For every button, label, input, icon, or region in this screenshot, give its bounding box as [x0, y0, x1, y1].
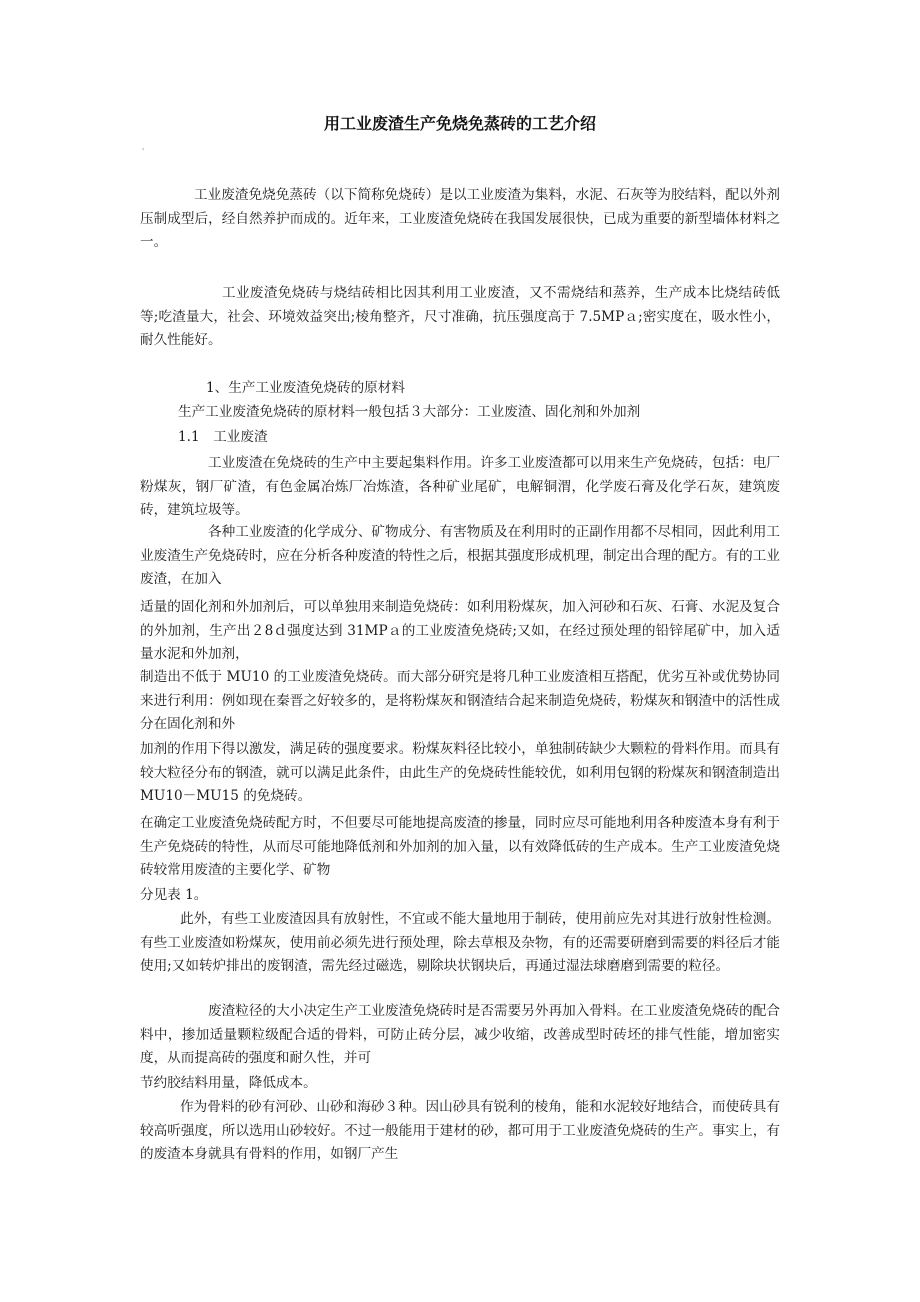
paragraph-intro: 工业废渣免烧免蒸砖（以下简称免烧砖）是以工业废渣为集料，水泥、石灰等为胶结料，配以外剂压制成型后，经自然养护而成的。近年来，工业废渣免烧砖在我国发展很快，已成为重要的新型墙体材料之一。 — [140, 187, 780, 250]
paragraph-particle-size: 废渣粒径的大小决定生产工业废渣免烧砖时是否需要另外再加入骨料。在工业废渣免烧砖的配合料中，掺加适量颗粒级配合适的骨料，可防止砖分层，减少收缩，改善成型时砖坯的排气性能，增加密实度，从而提高砖的强度和耐久性，并可 — [140, 1003, 780, 1066]
section-summary: 生产工业废渣免烧砖的原材料一般包括３大部分：工业废渣、固化剂和外加剂 — [178, 404, 641, 420]
paragraph-waste-role: 工业废渣在免烧砖的生产中主要起集料作用。许多工业废渣都可以用来生产免烧砖，包括：电厂粉煤灰，钢厂矿渣，有色金属冶炼厂冶炼渣，各种矿业尾矿，电解铜渭，化学废石膏及化学石灰，建筑废砖，建筑垃圾等。 — [140, 455, 780, 518]
section-heading-1-1: 1.1 工业废渣 — [178, 429, 268, 445]
paragraph-cost: 节约胶结料用量，降低成本。 — [140, 1075, 317, 1091]
paragraph-composition: 各种工业废渣的化学成分、矿物成分、有害物质及在利用时的正副作用都不尽相同，因此利用工业废渣生产免烧砖时，应在分析各种废渣的特性之后，根据其强度形成机理，制定出合理的配方。有的工业废渣，在加入 — [140, 524, 780, 587]
section-heading-1: 1、生产工业废渣免烧砖的原材料 — [206, 380, 405, 396]
paragraph-combination: 制造出不低于 MU10 的工业废渣免烧砖。而大部分研究是将几种工业废渣相互搭配，优劣互补或优势协同来进行利用：例如现在秦晋之好较多的，是将粉煤灰和钢渣结合起来制造免烧砖，粉煤灰和钢渣中的活性成分在固化剂和外 — [140, 669, 780, 732]
paragraph-activation: 加剂的作用下得以激发，满足砖的强度要求。粉煤灰料径比较小，单独制砖缺少大颗粒的骨料作用。而具有较大粒径分布的钢渣，就可以满足此条件，由此生产的免烧砖性能较优，如利用包钢的粉煤灰和钢渣制造出 MU10－MU15 的免烧砖。 — [140, 741, 780, 804]
paragraph-fly-ash: 适量的固化剂和外加剂后，可以单独用来制造免烧砖：如利用粉煤灰，加入河砂和石灰、石膏、水泥及复合的外加剂，生产出２8ｄ强度达到 31MPａ的工业废渣免烧砖;又如，在经过预处理的铅锌尾矿中，加入适量水泥和外加剂， — [140, 599, 780, 662]
paragraph-formula: 在确定工业废渣免烧砖配方时，不但要尽可能地提高废渣的掺量，同时应尽可能地利用各种废渣本身有利于生产免烧砖的特性，从而尽可能地降低剂和外加剂的加入量，以有效降低砖的生产成本。生产工业废渣免烧砖较常用废渣的主要化学、矿物 — [140, 815, 780, 878]
paragraph-table-ref: 分见表 1。 — [140, 887, 208, 903]
stray-mark: ' — [142, 147, 145, 156]
paragraph-advantages: 工业废渣免烧砖与烧结砖相比因其利用工业废渣，又不需烧结和蒸养，生产成本比烧结砖低等;吃渣量大，社会、环境效益突出;棱角整齐，尺寸准确，抗压强度高于 7.5MPａ;密实度在，吸水性小，耐久性能好。 — [140, 285, 780, 348]
document-title: 用工业废渣生产免烧免蒸砖的工艺介绍 — [323, 114, 596, 133]
paragraph-sand: 作为骨料的砂有河砂、山砂和海砂３种。因山砂具有锐利的棱角，能和水泥较好地结合，而使砖具有较高听强度，所以选用山砂较好。不过一般能用于建材的砂，都可用于工业废渣免烧砖的生产。事实上，有的废渣本身就具有骨料的作用，如钢厂产生 — [140, 1099, 780, 1162]
paragraph-radioactivity: 此外，有些工业废渣因具有放射性，不宜或不能大量地用于制砖，使用前应先对其进行放射性检测。有些工业废渣如粉煤灰，使用前必须先进行预处理，除去草根及杂物，有的还需要研磨到需要的料径后才能使用;又如转炉排出的废钢渣，需先经过磁选，剔除块状钢块后，再通过湿法球磨磨到需要的粒径。 — [140, 911, 780, 974]
